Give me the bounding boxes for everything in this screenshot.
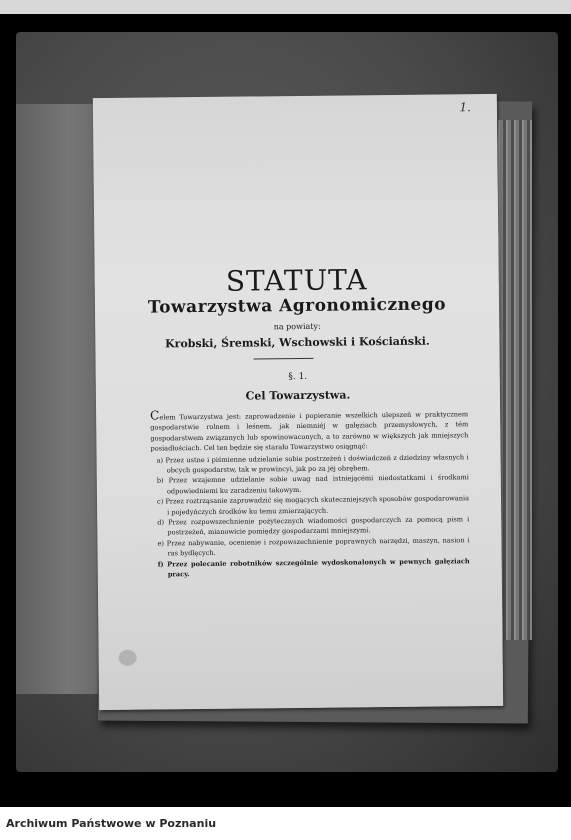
footer-bar	[0, 807, 571, 840]
handwritten-page-number: 1.	[459, 100, 471, 115]
archive-label: Archiwum Państwowe w Poznaniu	[6, 817, 217, 830]
list-item: c) Przez roztrząsanie zaprowadzić się mogących skuteczniejszych sposobów gospodarowania i pojedyńczych środków ku temu zmierzających.	[156, 494, 470, 517]
document-title: STATUTA	[225, 263, 368, 298]
list-item: a) Przez ustne i piśmienne udzielanie sobie postrzeżeń i doświadczeń z dziedziny własnych i obcych gospodarstw, tak w prowincyi, jak po za jéj obrębem.	[156, 452, 469, 475]
intro-text: elem Towarzystwa jest: zaprowadzenie i popieranie wszelkich ulepszeń w praktycznem gospodarstwie rolnem i leśnem, jak niemniéj w gałęziach przemysłowych, z tém gospodarstwem związanych lub spowinowaconych, a to zarówno w większych jak mniejszych posiadłościach. Cel ten będzie się starało Towarzystwo osiągnąć:	[150, 410, 469, 453]
title-divider	[254, 358, 314, 360]
scan-top-strip	[0, 0, 571, 14]
paper-stain	[119, 650, 137, 666]
list-item: f) Przez polecanie robotników szczególnie wydoskonalonych w pewnych gałęziach pracy.	[157, 556, 470, 579]
list-item: d) Przez rozpowszechnienie pożytecznych wiadomości gospodarczych za pomocą pism i postrzeżeń, mianowicie pomiędzy gospodarzami mniejszymi.	[157, 515, 470, 537]
section-heading: Cel Towarzystwa.	[245, 388, 351, 403]
intro-initial: C	[150, 408, 160, 423]
list-item: b) Przez wzajemne udzielanie sobie uwag nad istniejącémi niedostatkami i środkami odpowiedniemi ku zaradzeniu takowym.	[156, 473, 469, 496]
document-subtitle: Towarzystwa Agronomicznego	[147, 294, 447, 318]
list-item: e) Przez nabywanie, ocenienie i rozpowszechnienie poprawnych narzędzi, maszyn, nasion i ras bydlęcych.	[157, 536, 470, 558]
section-number: §. 1.	[288, 371, 308, 383]
left-binding-pad	[16, 104, 104, 694]
document-page	[93, 94, 503, 710]
counties-intro: na powiaty:	[273, 321, 321, 332]
intro-paragraph	[150, 408, 468, 454]
counties-list: Krobski, Śremski, Wschowski i Kościański.	[165, 334, 430, 351]
section-body	[150, 408, 470, 580]
